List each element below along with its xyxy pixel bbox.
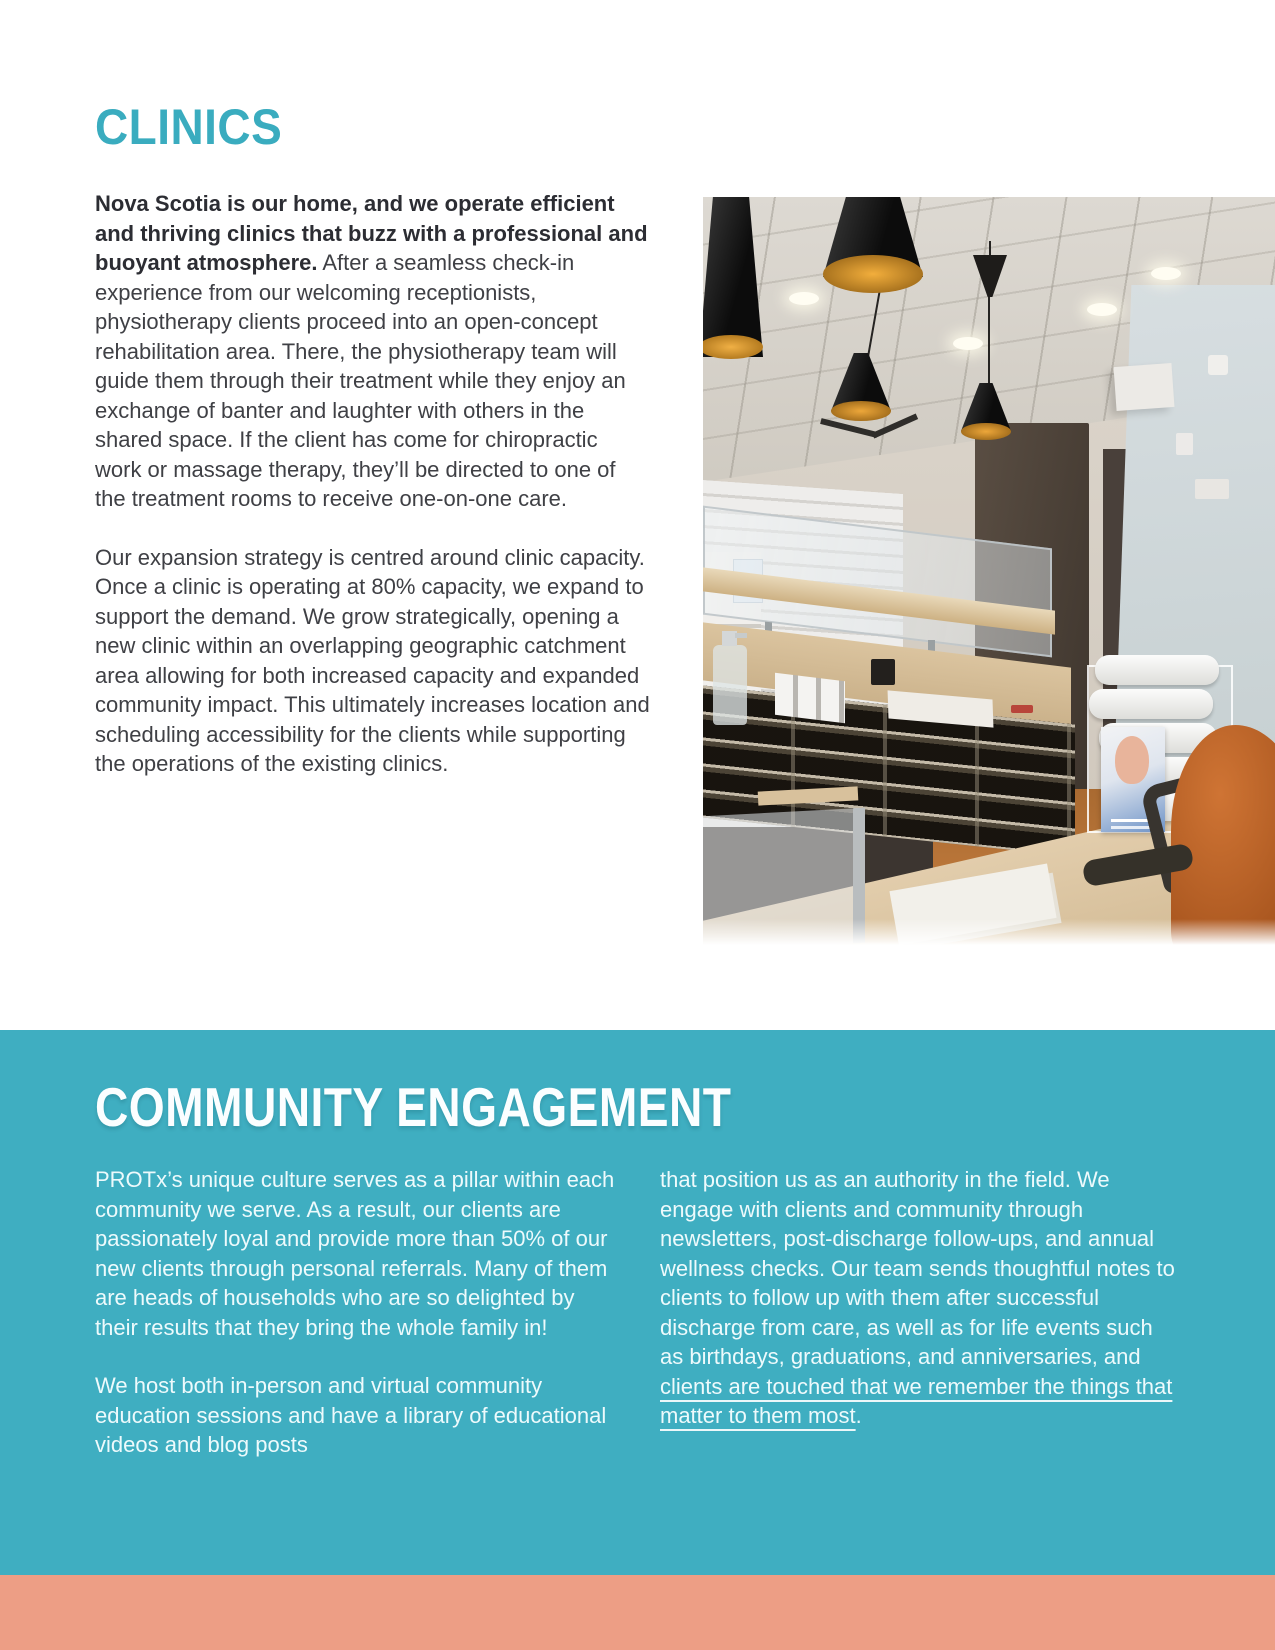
photo-pendant-lamp-rim — [961, 423, 1011, 440]
community-paragraph-2: We host both in-person and virtual community education sessions and have a library of educational videos and blog posts — [95, 1373, 607, 1457]
photo-pen-cup — [871, 659, 895, 685]
clinic-reception-photo — [703, 197, 1275, 945]
photo-wall-speaker — [1114, 363, 1175, 411]
community-paragraph-3 — [660, 1165, 1180, 1431]
photo-towel-stack — [1095, 655, 1219, 685]
photo-ceiling-light — [1087, 303, 1117, 316]
photo-pendant-lamp-rim — [823, 255, 923, 293]
photo-towel-stack — [1089, 689, 1213, 719]
photo-lamp-cord — [989, 241, 991, 257]
photo-pendant-lamp-rim — [831, 401, 891, 421]
photo-desk-item — [1011, 705, 1033, 713]
clinics-intro-bold-text: Nova Scotia is our home, and we operate efficient and thriving clinics that buzz with a professional and buoyant atmosphere. — [95, 191, 648, 275]
photo-ceiling-light — [789, 292, 819, 305]
community-right-column — [660, 1165, 1180, 1460]
community-left-column — [95, 1165, 615, 1460]
photo-light-switch — [1208, 355, 1228, 375]
community-paragraph-1: PROTx’s unique culture serves as a pillar within each community we serve. As a result, our clients are passionately loyal and provide more than 50% of our new clients through personal referrals. Many of them are heads of households who are so delighted by their results that they bring the whole family in! — [95, 1167, 615, 1340]
community-columns — [95, 1165, 1180, 1460]
footer-accent-bar — [0, 1575, 1275, 1650]
photo-ceiling-light — [1151, 267, 1181, 280]
clinics-intro-regular-text: After a seamless check-in experience from our welcoming receptionists, physiotherapy clients proceed into an open-concept rehabilitation area. There, the physiotherapy team will guide them through their treatment while they enjoy an exchange of banter and laughter with others in the shared space. If the client has come for chiropractic work or massage therapy, they’ll be directed to one of the treatment rooms to receive one-on-one care. — [95, 250, 626, 511]
photo-outlet-plate — [1195, 479, 1229, 499]
photo-sanitizer-bottle — [713, 645, 747, 725]
photo-ceiling-light — [953, 337, 983, 350]
clinics-body-text — [95, 189, 650, 779]
community-underlined-link[interactable]: clients are touched that we remember the things that matter to them most — [660, 1373, 1173, 1428]
clinics-paragraph-2: Our expansion strategy is centred around clinic capacity. Once a clinic is operating at 80% capacity, we expand to support the demand. We grow strategically, opening a new clinic within an overlapping geographic catchment area allowing for both increased capacity and expanded community impact. This ultimately increases location and scheduling accessibility for the clients while supporting the operations of the existing clinics. — [95, 544, 650, 776]
photo-lamp-cord — [988, 295, 990, 385]
clinics-section-title: CLINICS — [95, 99, 283, 155]
photo-light-switch — [1176, 433, 1193, 455]
photo-card-holders — [775, 673, 845, 724]
community-paragraph-3-period: . — [855, 1403, 862, 1428]
photo-bottom-fade — [703, 919, 1275, 945]
community-paragraph-3-text: that position us as an authority in the field. We engage with clients and community through newsletters, post-discharge follow-ups, and annual wellness checks. Our team sends thoughtful notes to clients to follow up with them after successful discharge from care, as well as for life events such as birthdays, graduations, and anniversaries, and — [660, 1167, 1175, 1369]
clinics-paragraph-1 — [95, 189, 650, 514]
community-section-title: COMMUNITY ENGAGEMENT — [95, 1076, 732, 1138]
